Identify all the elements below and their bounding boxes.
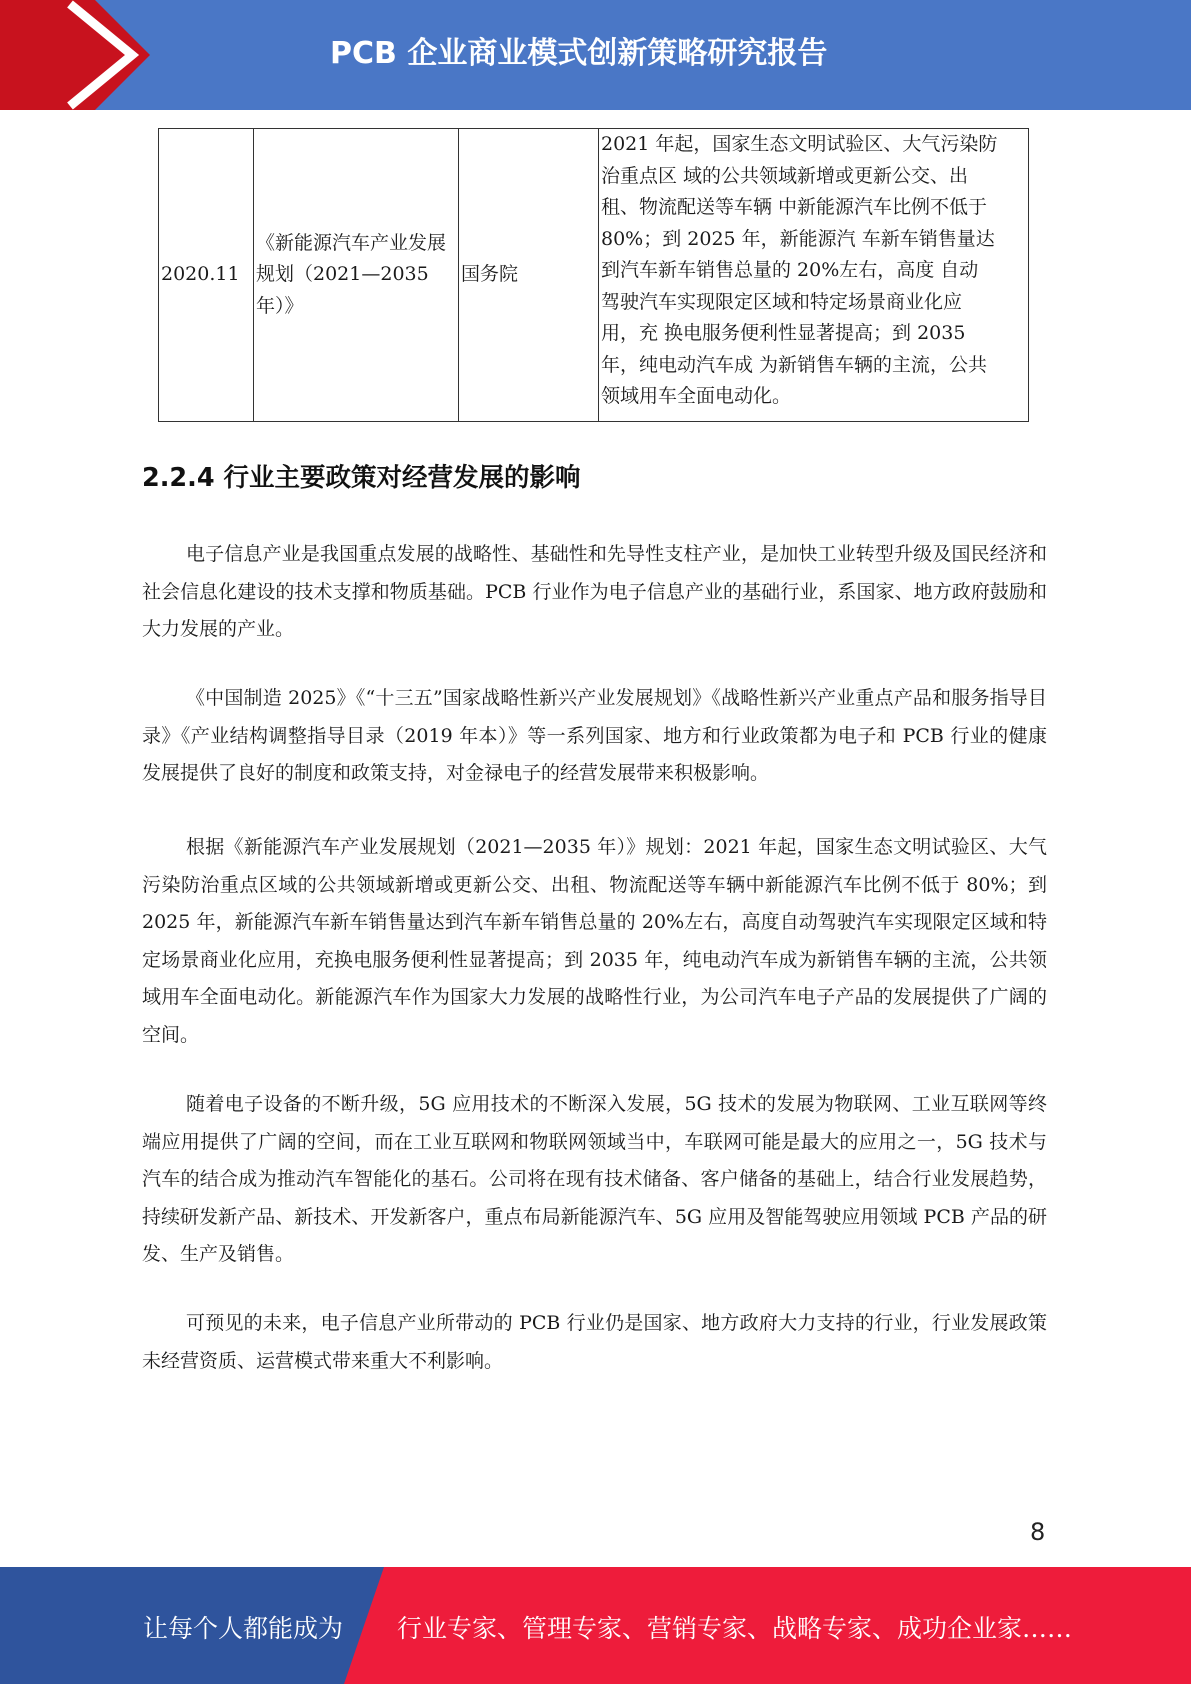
report-title: PCB 企业商业模式创新策略研究报告 xyxy=(330,36,828,71)
paragraph-4: 随着电子设备的不断升级，5G 应用技术的不断深入发展，5G 技术的发展为物联网、工业互联网等终端应用提供了广阔的空间，而在工业互联网和物联网领域当中，车联网可能是最大的应用之一，5G 技术与汽车的结合成为推动汽车智能化的基石。公司将在现有技术储备、客户储备的基础上，结合行业发展趋势，持续研发新产品、新技术、开发新客户，重点布局新能源汽车、5G 应用及智能驾驶应用领域 PCB 产品的研发、生产及销售。 xyxy=(142,1093,1047,1266)
policy-content-cell xyxy=(599,129,1029,422)
paragraph-5: 可预见的未来，电子信息产业所带动的 PCB 行业仍是国家、地方政府大力支持的行业，行业发展政策未经营资质、运营模式带来重大不利影响。 xyxy=(142,1312,1047,1372)
page-footer xyxy=(0,1567,1191,1684)
content-line: 用，充 换电服务便利性显著提高；到 2035 xyxy=(601,322,966,344)
policy-table xyxy=(158,128,1029,422)
paragraph-1: 电子信息产业是我国重点发展的战略性、基础性和先导性支柱产业，是加快工业转型升级及国民经济和社会信息化建设的技术支撑和物质基础。PCB 行业作为电子信息产业的基础行业，系国家、地方政府鼓励和大力发展的产业。 xyxy=(142,543,1047,641)
paragraph-3: 根据《新能源汽车产业发展规划（2021—2035 年）》规划：2021 年起，国家生态文明试验区、大气污染防治重点区域的公共领域新增或更新公交、出租、物流配送等车辆中新能源汽车比例不低于 80%；到 2025 年，新能源汽车新车销售量达到汽车新车销售总量的 20%左右，高度自动驾驶汽车实现限定区域和特定场景商业化应用，充换电服务便利性显著提高；到 2035 年，纯电动汽车成为新销售车辆的主流，公共领域用车全面电动化。新能源汽车作为国家大力发展的战略性行业，为公司汽车电子产品的发展提供了广阔的空间。 xyxy=(142,836,1047,1046)
content-line: 租、物流配送等车辆 中新能源汽车比例不低于 xyxy=(601,196,988,218)
footer-slogan-right: 行业专家、管理专家、营销专家、战略专家、成功企业家…… xyxy=(397,1614,1073,1643)
table-row xyxy=(159,129,1029,422)
content-line: 2021 年起，国家生态文明试验区、大气污染防 xyxy=(601,133,998,155)
content-line: 治重点区 域的公共领域新增或更新公交、出 xyxy=(601,164,969,187)
policy-org-cell: 国务院 xyxy=(459,129,599,422)
content-line: 到汽车新车销售总量的 20%左右，高度 自动 xyxy=(601,259,979,281)
content-line: 年，纯电动汽车成 为新销售车辆的主流，公共 xyxy=(601,353,988,376)
page-number: 8 xyxy=(1030,1518,1046,1546)
paragraph-2: 《中国制造 2025》《“十三五”国家战略性新兴产业发展规划》《战略性新兴产业重点产品和服务指导目录》《产业结构调整指导目录（2019 年本）》等一系列国家、地方和行业政策都为电子和 PCB 行业的健康发展提供了良好的制度和政策支持，对金禄电子的经营发展带来积极影响。 xyxy=(142,687,1047,785)
page-header xyxy=(0,0,1191,110)
content-line: 领域用车全面电动化。 xyxy=(601,385,792,407)
content-line: 驾驶汽车实现限定区域和特定场景商业化应 xyxy=(601,290,963,313)
footer-slogan-left: 让每个人都能成为 xyxy=(143,1614,344,1643)
section-heading: 2.2.4 行业主要政策对经营发展的影响 xyxy=(142,463,581,493)
policy-name-cell: 《新能源汽车产业发展规划（2021—2035 年）》 xyxy=(254,129,459,422)
policy-date-cell: 2020.11 xyxy=(159,129,254,422)
content-line: 80%；到 2025 年，新能源汽 车新车销售量达 xyxy=(601,227,995,250)
